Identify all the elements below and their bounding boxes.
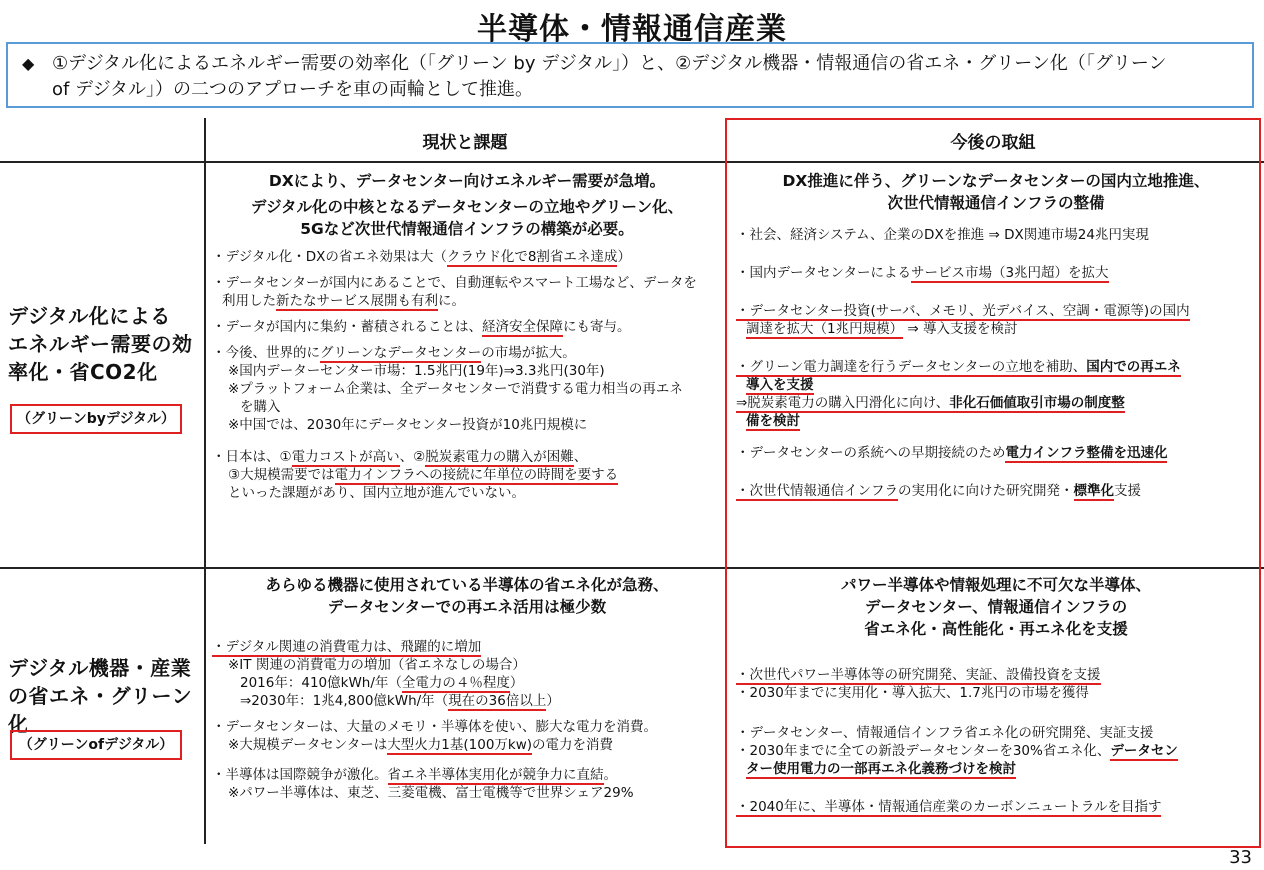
row1-future-heading: 次世代情報通信インフラの整備 bbox=[887, 194, 1105, 212]
row2-label bbox=[8, 654, 198, 738]
summary-line: ①デジタル化によるエネルギー需要の効率化（「グリーン by デジタル」）と、②デジタル機器・情報通信の省エネ・グリーン化（「グリーン bbox=[52, 53, 1167, 74]
row1-current bbox=[212, 170, 722, 502]
row2-current-heading: データセンターでの再エネ活用は極少数 bbox=[327, 598, 607, 616]
table-rule-label-column bbox=[204, 118, 206, 844]
page-number: 33 bbox=[1229, 847, 1252, 868]
summary-box bbox=[6, 42, 1254, 108]
list-item: ・グリーン電力調達を行うデータセンターの立地を補助、国内での再エネ 導入を支援 ⇒脱炭素電力の購入円滑化に向け、非化石価値取引市場の制度整 備を検討 bbox=[736, 359, 1181, 429]
list-item: ・次世代情報通信インフラの実用化に向けた研究開発・標準化支援 bbox=[736, 483, 1141, 499]
diamond-bullet-icon: ◆ bbox=[22, 54, 35, 73]
column-header-future: 今後の取組 bbox=[950, 133, 1036, 153]
list-item: ・データセンター、情報通信インフラ省エネ化の研究開発、実証支援 ・2030年までに全ての新設データセンターを30%省エネ化、データセン ター使用電力の一部再エネ化義務づけを検討 bbox=[736, 725, 1178, 777]
list-item: ・国内データセンターによるサービス市場（3兆円超）を拡大 bbox=[736, 265, 1109, 281]
column-header-current: 現状と課題 bbox=[422, 133, 508, 153]
list-item: ・次世代パワー半導体等の研究開発、実証、設備投資を支援 ・2030年までに実用化・導入拡大、1.7兆円の市場を獲得 bbox=[736, 667, 1101, 701]
list-item: ・2040年に、半導体・情報通信産業のカーボンニュートラルを目指す bbox=[736, 799, 1162, 815]
list-item: ・デジタル関連の消費電力は、飛躍的に増加 ※IT 関連の消費電力の増加（省エネなしの場合） 2016年：410億kWh/年（全電力の４％程度） ⇒2030年：1兆4,800億kWh/年（現在の36倍以上） bbox=[212, 639, 560, 709]
row2-label-line: の省エネ・グリーン化 bbox=[8, 684, 193, 736]
row1-label-line: 率化・省CO2化 bbox=[8, 360, 158, 384]
row1-future bbox=[736, 170, 1256, 500]
row2-future-heading: 省エネ化・高性能化・再エネ化を支援 bbox=[864, 620, 1128, 638]
row1-label-line: デジタル化による bbox=[8, 304, 171, 328]
list-item: ・今後、世界的にグリーンなデータセンターの市場が拡大。 ※国内データーセンター市場：1.5兆円(19年)⇒3.3兆円(30年) ※プラットフォーム企業は、全データセンターで消費する電力相当の再エネ を購入 ※中国では、2030年にデータセンター投資が10兆円規模に bbox=[212, 345, 683, 433]
row1-future-heading: DX推進に伴う、グリーンなデータセンターの国内立地推進、 bbox=[782, 172, 1210, 190]
row2-current bbox=[212, 574, 722, 802]
row2-tag: （グリーンofデジタル） bbox=[10, 730, 182, 760]
list-item: ・日本は、①電力コストが高い、②脱炭素電力の購入が困難、 ③大規模需要では電力インフラへの接続に年単位の時間を要する といった課題があり、国内立地が進んでいない。 bbox=[212, 449, 619, 501]
row2-future bbox=[736, 574, 1256, 816]
row1-current-heading: DXにより、データセンター向けエネルギー需要が急増。 bbox=[268, 172, 666, 190]
list-item: ・社会、経済システム、企業のDXを推進 ⇒ DX関連市場24兆円実現 bbox=[736, 227, 1149, 243]
list-item: ・データセンターが国内にあることで、自動運転やスマート工場など、データを 利用した新たなサービス展開も有利に。 bbox=[212, 275, 697, 309]
row2-future-heading: パワー半導体や情報処理に不可欠な半導体、 bbox=[840, 576, 1151, 594]
row1-current-heading: デジタル化の中核となるデータセンターの立地やグリーン化、 bbox=[250, 198, 684, 216]
row1-label-line: エネルギー需要の効 bbox=[8, 332, 193, 356]
row2-label-line: デジタル機器・産業 bbox=[8, 656, 192, 680]
list-item: ・データセンターの系統への早期接続のため電力インフラ整備を迅速化 bbox=[736, 445, 1168, 461]
row1-tag: （グリーンbyデジタル） bbox=[10, 404, 182, 434]
row1-current-heading: 5Gなど次世代情報通信インフラの構築が必要。 bbox=[300, 220, 634, 238]
list-item: ・半導体は国際競争が激化。省エネ半導体実用化が競争力に直結。 ※パワー半導体は、東芝、三菱電機、富士電機等で世界シェア29% bbox=[212, 767, 634, 801]
summary-line: of デジタル」）の二つのアプローチを車の両輪として推進。 bbox=[52, 79, 533, 100]
row1-label bbox=[8, 302, 198, 386]
list-item: ・デジタル化・DXの省エネ効果は大（クラウド化で8割省エネ達成） bbox=[212, 249, 631, 265]
page-title: 半導体・情報通信産業 bbox=[477, 12, 787, 47]
list-item: ・データが国内に集約・蓄積されることは、経済安全保障にも寄与。 bbox=[212, 319, 631, 335]
list-item: ・データセンター投資(サーバ、メモリ、光デバイス、空調・電源等)の国内 調達を拡大（1兆円規模） ⇒ 導入支援を検討 bbox=[736, 303, 1190, 337]
list-item: ・データセンターは、大量のメモリ・半導体を使い、膨大な電力を消費。 ※大規模データセンターは大型火力1基(100万kw)の電力を消費 bbox=[212, 719, 657, 753]
row2-future-heading: データセンター、情報通信インフラの bbox=[864, 598, 1128, 616]
row2-current-heading: あらゆる機器に使用されている半導体の省エネ化が急務、 bbox=[265, 576, 669, 594]
